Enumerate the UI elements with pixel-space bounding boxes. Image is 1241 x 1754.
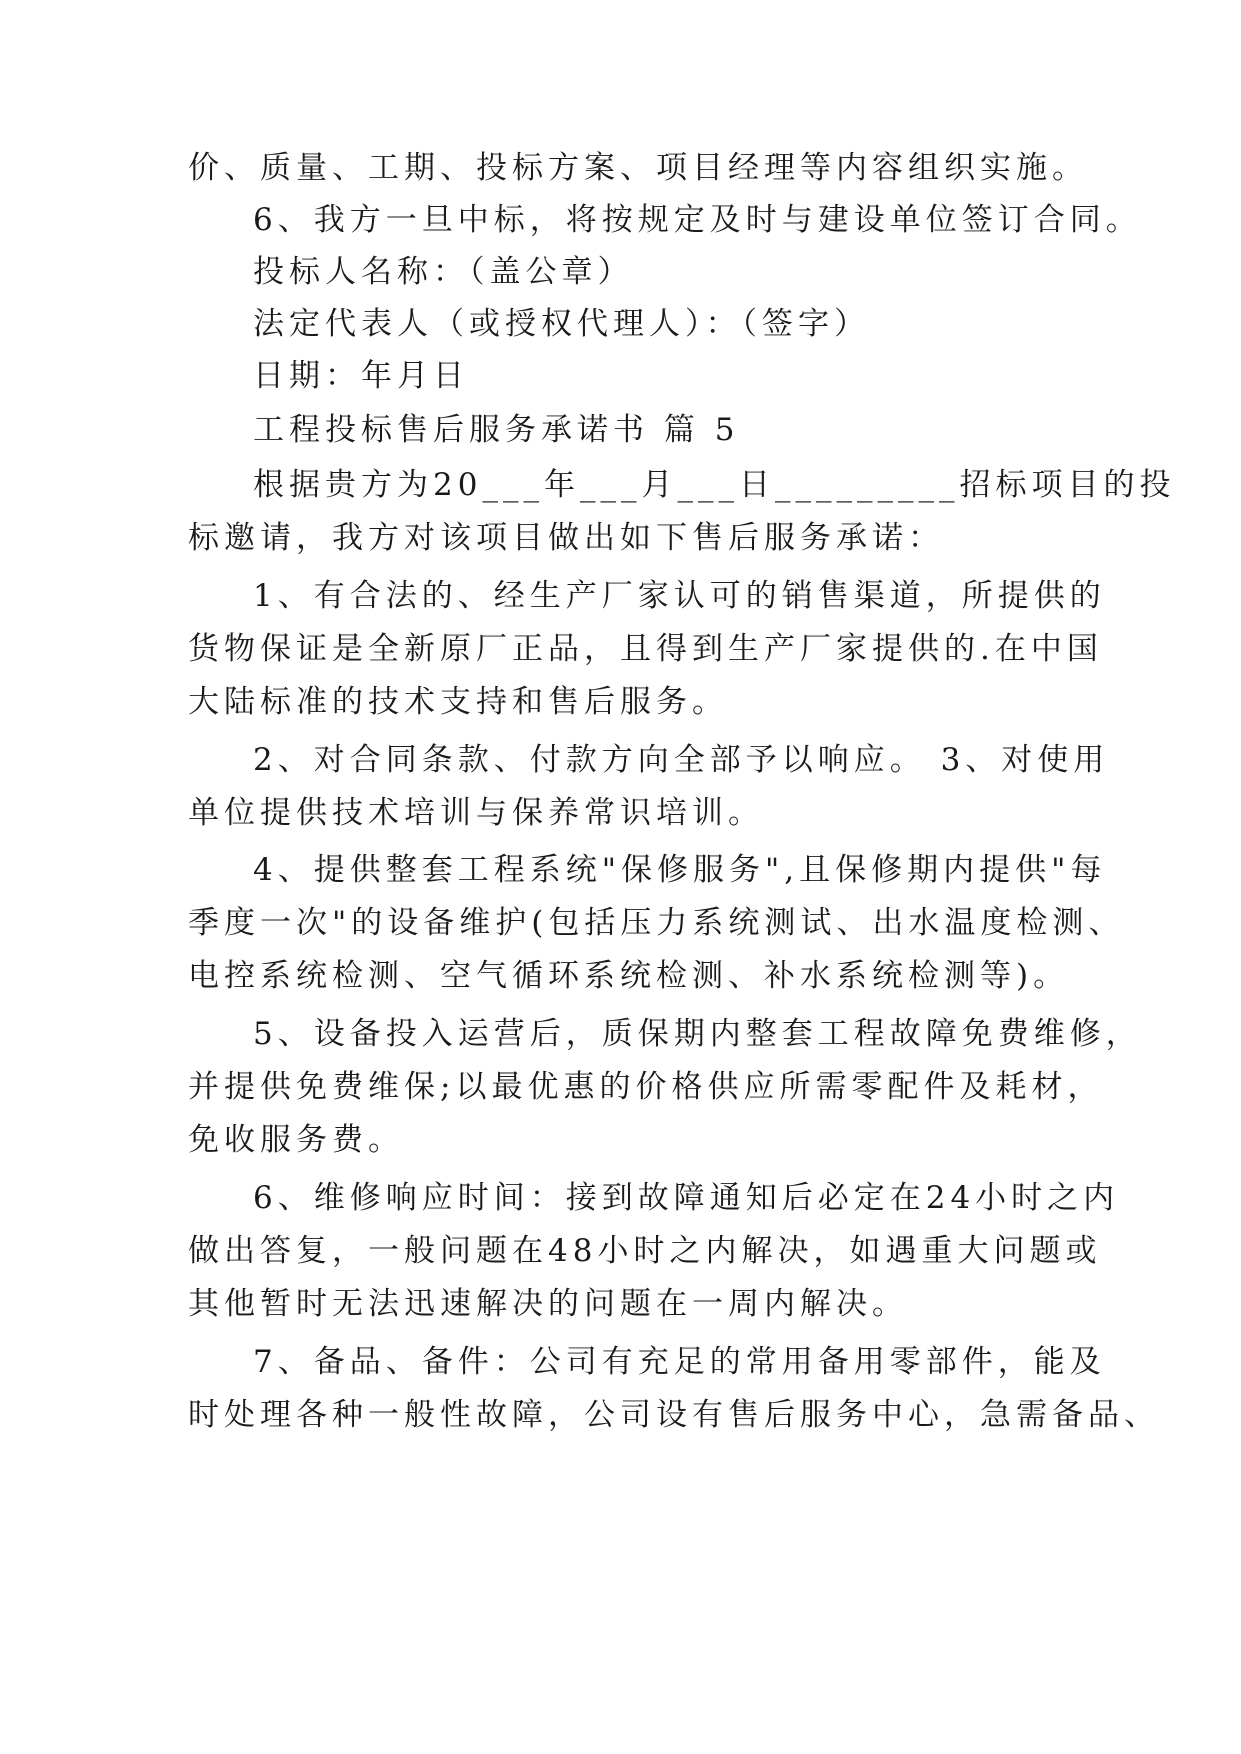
text-line: 6、维修响应时间：接到故障通知后必定在24小时之内 [253,1180,1120,1216]
text-line: 免收服务费。 [188,1122,404,1158]
text-line: 单位提供技术培训与保养常识培训。 [188,795,764,831]
text-line: 5、设备投入运营后，质保期内整套工程故障免费维修， [253,1016,1142,1052]
text-line: 大陆标准的技术支持和售后服务。 [188,684,728,720]
text-line: 标邀请，我方对该项目做出如下售后服务承诺： [188,520,944,556]
text-line: 7、备品、备件：公司有充足的常用备用零部件，能及 [253,1344,1106,1380]
text-line: 1、有合法的、经生产厂家认可的销售渠道，所提供的 [253,578,1106,614]
text-line: 日期：年月日 [253,358,469,394]
text-line: 6、我方一旦中标，将按规定及时与建设单位签订合同。 [253,202,1142,238]
text-line: 季度一次"的设备维护(包括压力系统测试、出水温度检测、 [188,905,1125,941]
text-line: 其他暂时无法迅速解决的问题在一周内解决。 [188,1286,908,1322]
text-line: 2、对合同条款、付款方向全部予以响应。 3、对使用 [253,742,1110,778]
text-line: 并提供免费维保;以最优惠的价格供应所需零配件及耗材， [188,1069,1104,1105]
text-line: 做出答复，一般问题在48小时之内解决，如遇重大问题或 [188,1233,1102,1269]
text-line: 根据贵方为20___年___月___日_________招标项目的投 [253,467,1176,503]
text-line: 价、质量、工期、投标方案、项目经理等内容组织实施。 [188,150,1088,186]
text-line: 投标人名称：（盖公章） [253,254,634,290]
section-heading: 工程投标售后服务承诺书 篇 5 [253,412,740,448]
text-line: 法定代表人（或授权代理人）：（签字） [253,306,870,342]
text-line: 时处理各种一般性故障，公司设有售后服务中心，急需备品、 [188,1397,1160,1433]
text-line: 电控系统检测、空气循环系统检测、补水系统检测等)。 [188,958,1070,994]
text-line: 货物保证是全新原厂正品，且得到生产厂家提供的.在中国 [188,631,1103,667]
text-line: 4、提供整套工程系统"保修服务",且保修期内提供"每 [253,852,1107,888]
